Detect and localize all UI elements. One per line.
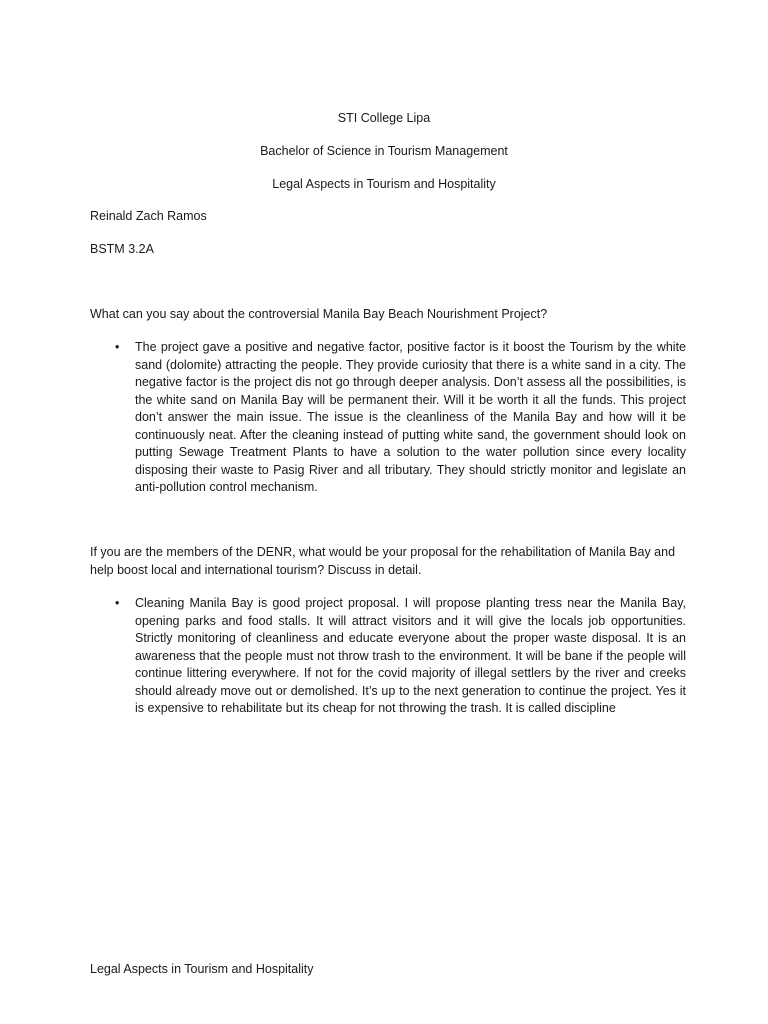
answer-2 <box>90 595 686 718</box>
answer-1-text: The project gave a positive and negative factor, positive factor is it boost the Tourism by the white sand (dolomite) attracting the people. They provide curiosity that there is a white sand in a city. The negative factor is the project dis not go through deeper analysis. Don’t assess all the possibilities, is the white sand on Manila Bay will be permanent their. Will it be worth it all the funds. This project don’t answer the main issue. The issue is the cleanliness of the Manila Bay and how will it be continuously neat. After the cleaning instead of putting white sand, the government should look on putting Sewage Treatment Plants to have a solution to the water pollution since every locality disposing their waste to Pasig River and all tributary. They should strictly monitor and legislate an anti-pollution control mechanism. <box>135 340 686 494</box>
answer-1 <box>90 339 686 497</box>
program-name: Bachelor of Science in Tourism Management <box>260 144 508 158</box>
college-name: STI College Lipa <box>337 111 431 125</box>
course-title: Legal Aspects in Tourism and Hospitality <box>272 177 496 191</box>
question-1: What can you say about the controversial Manila Bay Beach Nourishment Project? <box>90 307 548 321</box>
answer-2-text: Cleaning Manila Bay is good project proposal. I will propose planting tress near the Manila Bay, opening parks and food stalls. It will attract visitors and it will give the locals job opportunities. Strictly monitoring of cleanliness and educate everyone about the proper waste disposal. It is an awareness that the people must not throw trash to the environment. It will be bane if the people will continue littering everywhere. If not for the covid majority of illegal settlers by the river and creeks should already move out or demolished. It’s up to the next generation to continue the project. Yes it is expensive to rehabilitate but its cheap for not throwing the trash. It is called discipline <box>135 596 686 715</box>
bullet-marker: • <box>115 340 120 354</box>
student-name: Reinald Zach Ramos <box>90 209 207 223</box>
page-footer: Legal Aspects in Tourism and Hospitality <box>90 962 314 976</box>
question-2: If you are the members of the DENR, what would be your proposal for the rehabilitation of Manila Bay and help boost local and international tourism? Discuss in detail. <box>90 545 676 577</box>
student-section: BSTM 3.2A <box>90 242 154 256</box>
bullet-marker: • <box>115 596 120 610</box>
